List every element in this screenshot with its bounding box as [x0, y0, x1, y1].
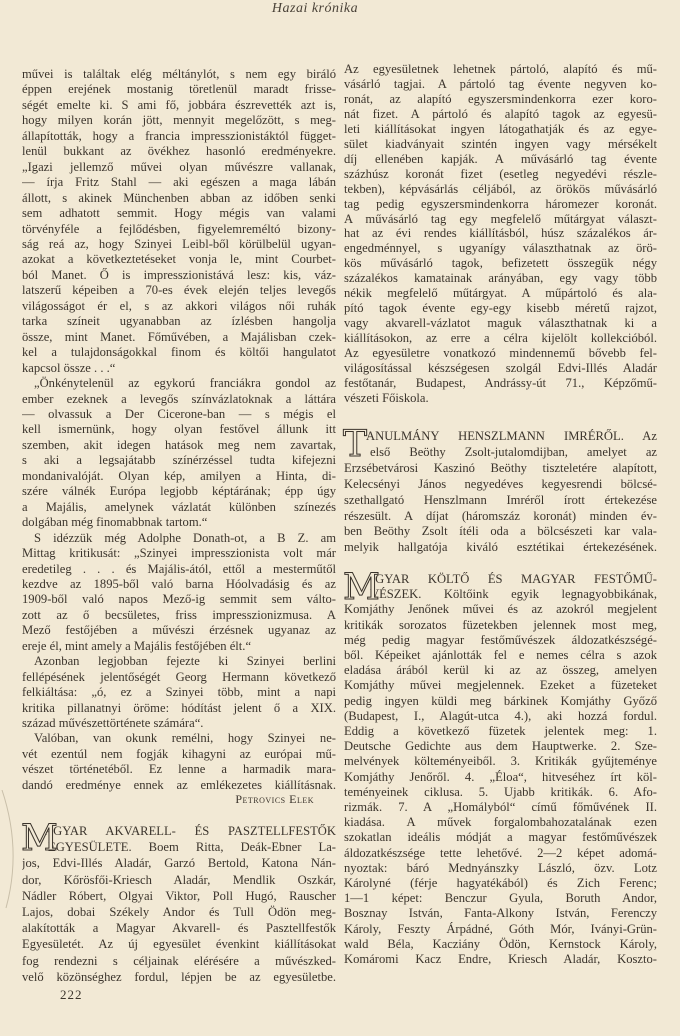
text-line: dandó eredménye ennek az emlékezetes kiállításnak. [22, 777, 336, 792]
text-line: Mező festőjében a művészi érzésnek ugyanaz az [22, 623, 336, 638]
text-line: vásárló tagjai. A pártoló tag évente negyven ko- [344, 76, 657, 91]
text-line: sület kiadványait szintén ingyen vagy mérsékelt [344, 136, 657, 151]
text-line: „Igazi jellemző művei olyan művészre vallanak, [22, 159, 336, 174]
text-line: teményeinek ciklusa. 5. Ujabb kritikák. 6. Afo- [344, 784, 657, 799]
text-line: — írja Fritz Stahl — aki egészen a maga lábán [22, 175, 336, 190]
text-line: vét ezentúl nem fogják kihagyni az európai mű- [22, 746, 336, 761]
text-line: tekben), képvásárlás céljából, az örökös művásárló [344, 181, 657, 196]
text-line: tarka színeit ugyanabban az ízlésben hangolja [22, 314, 336, 329]
text-line: Az egyesületnek lehetnek pártoló, alapító és mű- [344, 62, 657, 76]
text-line: S idézzük még Adolphe Donath-ot, a B Z. am [34, 530, 336, 545]
text-line: ember ezeknek a levegős színvázlatoknak a láttára [22, 391, 336, 406]
text-line: Károly, Feszty Árpádné, Góth Mór, Iványi-Grün- [344, 921, 657, 936]
text-line: sem adhatott semmit. Hogy mégis van valami [22, 206, 336, 221]
text-line: ségét emelte ki. S ami fő, jobbára észrevették azt is, [22, 97, 336, 112]
text-line: első Beöthy Zsolt-jutalomdijban, amelyet az [370, 444, 657, 459]
text-line: Nádler Róbert, Olgyai Viktor, Poll Hugó, Rauscher [22, 888, 336, 903]
text-line: nát fizet. A pártoló és alapító tagok az egyesü- [344, 106, 657, 121]
text-line: áldozatkészsége tette lehetővé. 2—2 képet adomá- [344, 845, 657, 860]
text-line: AGYAR AKVARELL- ÉS PASZTELLFESTŐK [44, 824, 336, 838]
text-line: melvények költeményeiből. 3. Kritikák gyűjteménye [344, 754, 657, 769]
text-line: éppen erejének mostanig töretlenül maradt frisse- [22, 82, 336, 97]
text-line: Komjáthy művei megjelennek. Ezeket a füzeteket [344, 678, 657, 693]
text-line: velő közönséghez fordul, lépjen be az egyesületbe. [22, 969, 336, 984]
text-line: (Budapest, I., Alagút-utca 4.), aki hozzá fordul. [344, 708, 657, 723]
text-line: Lajos, dobai Székely Andor és Tull Ödön meg- [22, 905, 336, 920]
text-line: eladása árából kerül ki az az összeg, amelyen [344, 663, 657, 678]
text-line: kiadása. A művek forgalombahozatalának ezen [344, 815, 657, 830]
text-line: fog rendezni s céljainak elérésére a művészked- [22, 953, 336, 968]
text-line: 1909-ből való napos Mező-ig semmit sem válto- [22, 592, 336, 607]
text-line: nékik megfelelő műtárgyat. A műpártoló és ala- [344, 286, 657, 301]
text-line: engedménnyel, s ugyanígy választhatnak az örö- [344, 241, 657, 256]
running-title: Hazai krónika [271, 1, 359, 16]
text-line: Komáromi Kacz Endre, Kriesch Aladár, Koszto- [344, 952, 657, 967]
text-line: állapították, hogy a francia impresszionistáktól függet- [22, 128, 336, 143]
text-line: Eddig a következő füzetek jelentek meg: 1. [344, 724, 657, 739]
text-line: kritika pillanatnyi öröme: hódítást jelent ő a XIX. [22, 700, 336, 715]
dropcap-letter: M [343, 567, 380, 608]
text-line: eredetileg . . . és Majális-ától, ettől a mesterműtől [22, 561, 336, 576]
text-line: ANULMÁNY HENSZLMANN IMRÉRŐL. Az [366, 429, 657, 443]
text-line: hat az évi rendes kiállításból, húsz százalékos ár- [344, 226, 657, 241]
text-line: művei is találtak elég méltánylót, s nem egy biráló [22, 67, 336, 81]
text-line: s aki a legsajátabb színérzéssel tudta kifejezni [22, 453, 336, 468]
text-line: wald Béla, Kacziány Ödön, Kernstock Károly, [344, 936, 657, 951]
text-line: vészeti Főiskola. [344, 390, 429, 405]
text-line: lenül bukkant az övékhez hasonló eredményekre. [22, 144, 336, 159]
text-line: Bosznay István, Fanta-Alkony István, Ferenczy [344, 906, 657, 921]
text-line: ronát, az alapító egyszersmindenkorra ezer koro- [344, 91, 657, 106]
text-line: Komjáthy Jenőről. 4. „Éloa“, hitveséhez írt köl- [344, 769, 657, 784]
text-line: szokatlan ideális módját a magyar festőművészek [344, 830, 657, 845]
text-line: alakították a Magyar Akvarell- és Pasztellfestők [22, 921, 336, 936]
text-line: pító tagok évente egy-egy kisebb méretű rajzot, [344, 301, 657, 316]
text-line: jos, Edvi-Illés Aladár, Garzó Bertold, Katona Nán- [22, 856, 336, 871]
text-line: ság reá az, hogy Szinyei Leibl-ből körülbelül ugyan- [22, 236, 336, 251]
text-line: melyik hallgatója kiváló esztétikai értekezésének. [344, 540, 657, 555]
section-henszlmann [343, 424, 657, 556]
text-line: Mittag kritikusát: „Szinyei impresszionista volt már [22, 546, 336, 561]
text-line: 1—1 képet: Benczur Gyula, Boruth Andor, [344, 891, 657, 906]
text-line: dor, Kőrösfői-Kriesch Aladár, Mendlik Oszkár, [22, 872, 336, 887]
text-line: vészet történetéből. Ez lenne a harmadik mara- [22, 762, 336, 777]
text-line: szemben, akit idegen hatások meg nem zavartak, [22, 437, 336, 452]
text-line: Erzsébetvárosi Kaszinó Beöthy tiszteletére alapított, [344, 460, 657, 475]
text-line: ereje él, mint amely a Majális festőjében élt.“ [22, 638, 252, 653]
text-line: világosítással készségesen szolgál Edvi-Illés Aladár [344, 361, 657, 376]
text-line: mondanivalóját. Olyan kép, amilyen a Hinta, di- [22, 468, 336, 483]
text-line: század művészettörténete számára“. [22, 716, 204, 731]
text-line: Valóban, van okunk remélni, hogy Szinyei ne- [34, 731, 336, 746]
text-line: százhúsz koronát fizet (esetleg negyedévi részle- [344, 166, 657, 181]
text-line: még pedig magyar festőművészek áldozatkészségé- [344, 632, 657, 647]
text-line: Károlyné (férje hagyatékából) és Zich Ferenc; [344, 876, 657, 891]
text-line: Egyesületét. Az új egyesület évenkint kiállításokat [22, 937, 336, 952]
text-line: A művásárló tag egy megfelelő műtárgyat választ- [344, 211, 657, 226]
text-line: szére válnék Európa legjobb képtárának; épp úgy [22, 484, 336, 499]
dropcap-letter: M [21, 818, 58, 859]
text-line: részesült. A díjat (háromszáz koronát) minden év- [344, 508, 657, 523]
text-line: azokat a következtetéseket vonja le, mint Courbet- [22, 252, 336, 267]
text-line: kiállításokon, az erre a célra kijelölt kollekcióból. [344, 331, 657, 346]
text-line: ból Manet. Ő is impresszionistává lesz: kis, váz- [22, 267, 336, 282]
text-line: rizmák. 7. A „Homályból“ című főművének II. [344, 800, 657, 815]
text-line: „Önkénytelenül az egykorú franciákra gondol az [34, 376, 336, 391]
text-line: világosságot ér el, s az akkori világos női ruhák [22, 298, 336, 313]
text-line: leti kiállításokat ingyen látogathatják és az egye- [344, 121, 657, 136]
text-line: ben Beöthy Zsolt ítéli oda a bölcsészeti kar vala- [344, 524, 657, 539]
text-line: latszerű képeiben a 70-es évek elején teljes levegős [22, 283, 336, 298]
text-line: EGYESÜLETE. Boem Ritta, Deák-Ebner La- [48, 840, 336, 855]
text-line: felkiáltása: „ó, ez a Szinyei több, mint a napi [22, 685, 336, 700]
article-szinyei [22, 67, 336, 793]
text-line: VÉSZEK. Költőink egyik legnagyobbikának, [370, 587, 657, 602]
text-line: Komjáthy Jenőnek művei és az azokról megjelent [344, 602, 657, 617]
text-line: ből. Képeiket ajánlották fel e nemes célra s azok [344, 648, 657, 663]
text-line: kel a tulajdonságokkal finom és költői hangulatot [22, 345, 336, 360]
text-line: zott az ő becsületes, friss impresszionizmusa. A [22, 607, 336, 622]
text-line: fellépésének jelentőségét Georg Hermann következő [22, 669, 336, 684]
section-akvarell-egyesulet [21, 818, 336, 985]
text-line: Deutsche Gedichte aus dem Hauptwerke. 2. Sze- [344, 739, 657, 754]
text-line: nyoztak: báró Mednyánszky László, özv. Lotz [344, 860, 657, 875]
text-line: festőtanár, Budapest, Andrássy-út 71., Képzőmű- [344, 376, 657, 391]
text-line: vagy akvarell-vázlatot maguk választhatnak ki a [344, 316, 657, 331]
text-line: szethallgató Henszlmann Imréről írott értekezése [344, 492, 657, 507]
text-line: díj ellenében kapják. A művásárló tag évente [344, 151, 657, 166]
dropcap-letter: T [343, 424, 368, 465]
text-line: kezdve az 1895-ből való barna Hóolvadásig és az [22, 576, 336, 591]
text-line: kell ismernünk, hogy olyan festővel állunk itt [22, 422, 336, 437]
page-number: 222 [60, 987, 83, 1002]
text-line: Az egyesületre vonatkozó mindennemű bővebb fel- [344, 346, 657, 361]
text-line: pedig ingyen küldi meg bárkinek Komjáthy Győző [344, 693, 657, 708]
text-line: tag pedig egyszersmindenkorra háromezer koronát. [344, 196, 657, 211]
text-line: kritikák sorozatos füzetekben jelennek most meg, [344, 617, 657, 632]
text-line: kös művásárló tagok, befizetett összegük négy [344, 256, 657, 271]
text-line: törvényféle a fejlődésben, figyelemreméltó bizony- [22, 221, 336, 236]
text-line: AGYAR KÖLTŐ ÉS MAGYAR FESTŐMŰ- [366, 572, 657, 586]
text-line: a Majális, amelynek vázlatát különben színezés [22, 499, 336, 514]
text-line: százalékos kamatainak arányában, egy vagy több [344, 271, 657, 286]
text-line: dolgában még finomabbnak tartom.“ [22, 515, 208, 530]
article-continuation [344, 62, 657, 406]
author-signature: Petrovics Elek [235, 792, 314, 806]
text-line: kapcsol össze . . .“ [22, 360, 116, 375]
text-line: Kelecsényi János negyedéves kegyesrendi bölcsé- [344, 476, 657, 491]
text-line: hogy milyen korán jött, mennyit megelőzött, s meg- [22, 113, 336, 128]
text-line: össze, mint Manet. Főművében, a Majálisban czek- [22, 329, 336, 344]
text-line: állott, s akinek Münchenben abban az időben senki [22, 190, 336, 205]
text-line: — olvassuk a Der Cicerone-ban — s mégis el [22, 406, 336, 421]
text-line: Azonban legjobban fejezte ki Szinyei berlini [34, 654, 336, 669]
section-komjathy [343, 567, 657, 967]
